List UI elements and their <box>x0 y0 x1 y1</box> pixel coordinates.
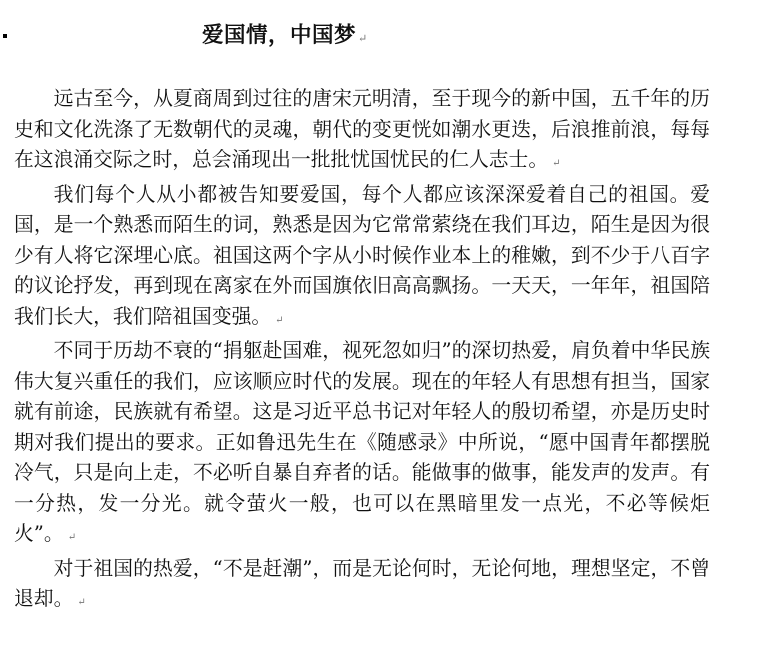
paragraph-mark-icon: ↵ <box>67 532 77 543</box>
document-title <box>202 18 368 57</box>
paragraph-mark-icon: ↵ <box>275 314 284 326</box>
list-bullet-marker <box>3 34 7 38</box>
paragraph-text: 不同于历劫不衰的“捐躯赴国难，视死忽如归”的深切热爱，肩负着中华民族伟大复兴重任的我们，应该顺应时代的发展。现在的年轻人有思想有担当，国家就有前途，民族就有希望。这是习近平总书记对年轻人的殷切希望，亦是历史时期对我们提出的要求。正如鲁迅先生在《随感录》中所说，“愿中国青年都摆脱冷气，只是向上走，不必听自暴自弃者的话。能做事的做事，能发声的发声。有一分热，发一分光。就令萤火一般，也可以在黑暗里发一点光，不必等候炬火”。 <box>14 339 710 545</box>
paragraph-text: 我们每个人从小都被告知要爱国，每个人都应该深深爱着自己的祖国。爱国，是一个熟悉而陌生的词，熟悉是因为它常常萦绕在我们耳边，陌生是因为很少有人将它深埋心底。祖国这两个字从小时候作业本上的稚嫩，到不少于八百字的议论抒发，再到现在离家在外而国旗依旧高高飘扬。一天天，一年年，祖国陪我们长大，我们陪祖国变强。 <box>14 182 710 328</box>
document-title-text: 爱国情，中国梦 <box>202 23 357 48</box>
document-body <box>14 84 710 619</box>
paragraph-text: 对于祖国的热爱，“不是赶潮”，而是无论何时，无论何地，理想坚定，不曾退却。 <box>14 556 710 610</box>
paragraph-2[interactable] <box>14 180 710 337</box>
paragraph-3[interactable] <box>14 336 710 554</box>
paragraph-mark-icon: ↵ <box>77 597 86 608</box>
paragraph-mark-icon: ↵ <box>358 32 368 45</box>
paragraph-4[interactable] <box>14 554 710 619</box>
paragraph-text: 远古至今，从夏商周到过往的唐宋元明清，至于现今的新中国，五千年的历史和文化洗涤了无数朝代的灵魂，朝代的变更恍如潮水更迭，后浪推前浪，每每在这浪涌交际之时，总会涌现出一批批忧国忧民的仁人志士。 <box>14 87 710 171</box>
paragraph-1[interactable] <box>14 84 710 180</box>
paragraph-mark-icon: ↵ <box>552 158 561 169</box>
